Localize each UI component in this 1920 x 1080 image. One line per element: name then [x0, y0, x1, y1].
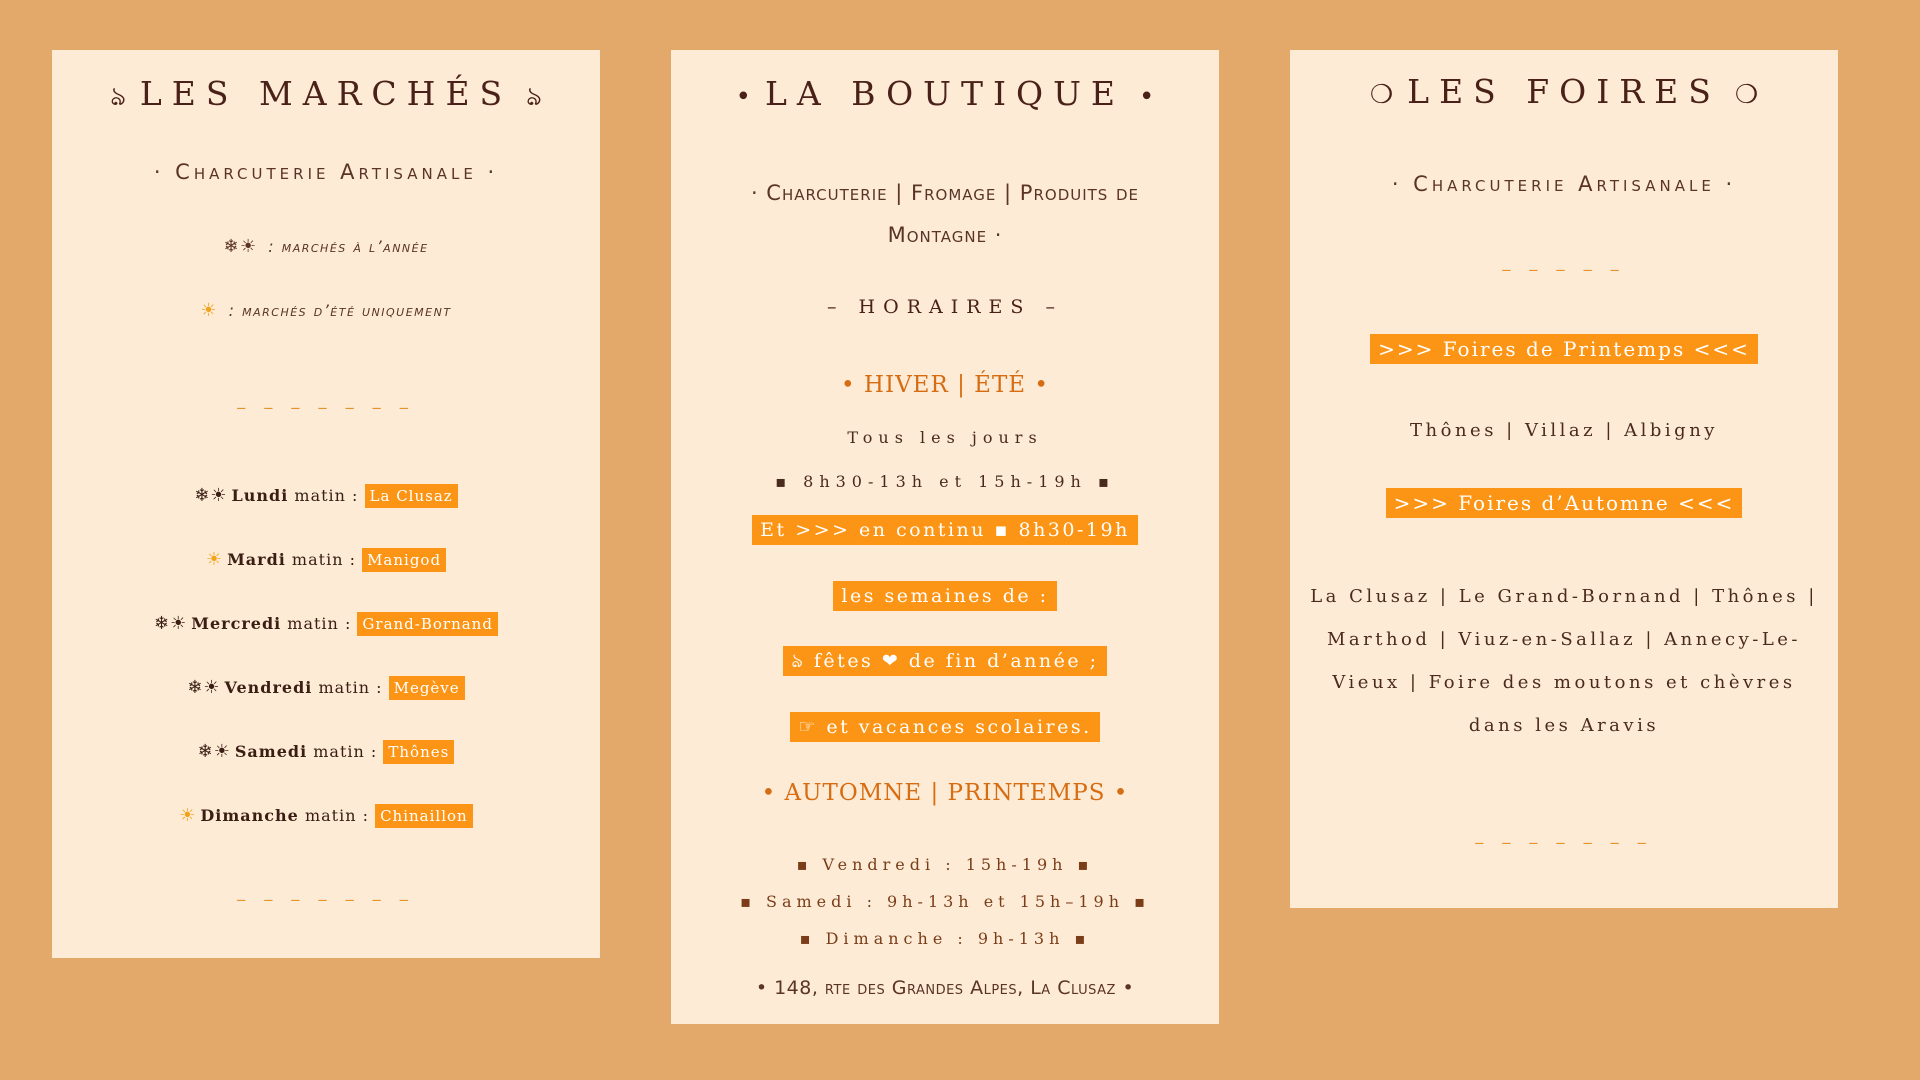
divider: _ _ _ _ _ _ _ [1475, 825, 1653, 844]
day-rest: matin : [307, 742, 384, 761]
day-label: Samedi [234, 742, 308, 761]
divider: _ _ _ _ _ _ _ [237, 882, 415, 901]
marches-card [52, 50, 600, 958]
season-hiver-ete: • HIVER | ÉTÉ • [841, 372, 1049, 398]
legend-summer-only-text: : marchés d’été uniquement [222, 301, 452, 320]
market-row-vendredi [52, 676, 600, 700]
boutique-title-text: LA BOUTIQUE [765, 74, 1125, 113]
day-rest: matin : [312, 678, 389, 697]
sun-icon: ☀ [205, 549, 224, 570]
market-row-dimanche [52, 804, 600, 828]
market-row-samedi [52, 740, 600, 764]
day-rest: matin : [285, 550, 363, 569]
day-rest: matin : [298, 806, 376, 825]
season-automne-printemps: • AUTOMNE | PRINTEMPS • [761, 780, 1129, 806]
snow-sun-icon: ❄☀ [197, 741, 231, 762]
marches-title-text: LES MARCHÉS [139, 74, 513, 113]
divider: _ _ _ _ _ _ _ [237, 390, 415, 409]
foires-title-text: LES FOIRES [1407, 72, 1721, 111]
foires-title [1290, 72, 1838, 111]
boutique-subtitle-line2: Montagne · [887, 223, 1003, 247]
market-row-lundi [52, 484, 600, 508]
foires-automne-places: La Clusaz | Le Grand-Bornand | Thônes | Marthod | Viuz-en-Sallaz | Annecy-Le-Vieux | Foire des moutons et chèvres dans les Aravis [1310, 586, 1818, 736]
foires-subtitle: · Charcuterie Artisanale · [1391, 172, 1737, 196]
place-tag: Thônes [383, 740, 454, 764]
snow-sun-icon: ❄☀ [154, 613, 188, 634]
snow-sun-icon: ❄☀ [223, 236, 258, 257]
hours-daily: ▪ 8h30-13h et 15h-19h ▪ [775, 472, 1115, 491]
circle-right-icon: ❍ [1734, 80, 1759, 110]
market-row-mercredi [52, 612, 600, 636]
boutique-subtitle-line1: · Charcuterie | Fromage | Produits de [750, 181, 1140, 205]
place-tag: La Clusaz [365, 484, 458, 508]
fetes-banner: ঌ fêtes ❤ de fin d’année ; [783, 646, 1106, 676]
day-label: Lundi [231, 486, 289, 505]
marches-title [52, 74, 600, 120]
bullet-left-icon: • [735, 82, 752, 112]
hours-vendredi: ▪ Vendredi : 15h-19h ▪ [796, 855, 1094, 874]
continu-banner: Et >>> en continu ▪ 8h30-19h [752, 515, 1138, 545]
printemps-row [1290, 334, 1838, 364]
boutique-title [671, 74, 1219, 113]
semaines-row [671, 581, 1219, 611]
marches-subtitle: · Charcuterie Artisanale · [153, 160, 499, 184]
foires-printemps-places: Thônes | Villaz | Albigny [1410, 420, 1718, 441]
place-tag: Manigod [362, 548, 446, 572]
fetes-row [671, 646, 1219, 676]
foires-card [1290, 50, 1838, 908]
semaines-banner: les semaines de : [833, 581, 1056, 611]
sun-icon: ☀ [200, 300, 219, 321]
divider: _ _ _ _ _ [1502, 252, 1626, 271]
sun-icon: ☀ [179, 805, 197, 826]
horaires-heading: – HORAIRES – [827, 296, 1063, 318]
place-tag: Grand-Bornand [357, 612, 498, 636]
vacances-banner: ☞ et vacances scolaires. [790, 712, 1099, 742]
snow-sun-icon: ❄☀ [187, 677, 221, 698]
day-label: Vendredi [224, 678, 313, 697]
market-row-mardi [52, 548, 600, 572]
hours-samedi: ▪ Samedi : 9h-13h et 15h–19h ▪ [740, 892, 1150, 911]
boutique-subtitle [671, 172, 1219, 256]
hours-dimanche: ▪ Dimanche : 9h-13h ▪ [799, 929, 1091, 948]
foires-automne-banner: >>> Foires d’Automne <<< [1386, 488, 1743, 518]
legend-year-round-text: : marchés à l’année [261, 237, 429, 256]
vacances-row [671, 712, 1219, 742]
legend-summer-only [52, 300, 600, 321]
circle-left-icon: ❍ [1369, 80, 1394, 110]
automne-row [1290, 488, 1838, 518]
continu-row [671, 515, 1219, 545]
day-label: Dimanche [200, 806, 299, 825]
day-rest: matin : [281, 614, 358, 633]
place-tag: Chinaillon [375, 804, 473, 828]
ornament-left-icon: ঌ [110, 82, 126, 112]
boutique-address: • 148, rte des Grandes Alpes, La Clusaz • [755, 977, 1135, 999]
ornament-right-icon: ঌ [526, 82, 542, 112]
place-tag: Megève [389, 676, 465, 700]
day-label: Mardi [227, 550, 286, 569]
day-rest: matin : [288, 486, 365, 505]
boutique-card [671, 50, 1219, 1024]
tous-les-jours: Tous les jours [847, 428, 1043, 447]
legend-year-round [52, 236, 600, 257]
day-label: Mercredi [191, 614, 282, 633]
bullet-right-icon: • [1138, 82, 1155, 112]
foires-printemps-banner: >>> Foires de Printemps <<< [1370, 334, 1758, 364]
snow-sun-icon: ❄☀ [194, 485, 228, 506]
